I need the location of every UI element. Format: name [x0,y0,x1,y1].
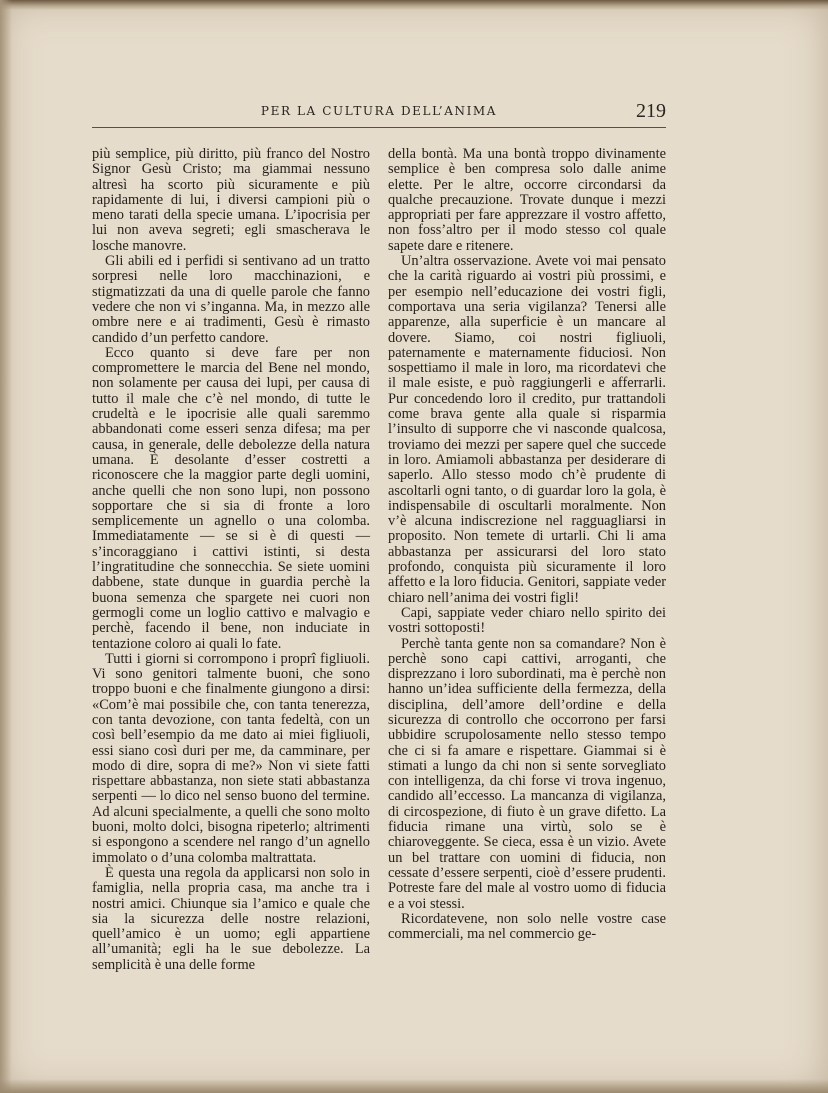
header-rule [92,127,666,128]
paragraph: Perchè tanta gente non sa comandare? Non è perchè sono capi cattivi, arroganti, che disprezzano i loro subordinati, ma è perchè non hanno un’idea sufficiente della fermezza, della disciplina, dell’amore dell’ordine e della sicurezza di controllo che occorrono per farsi ubbidire scrupolosamente nello stesso tempo che ci si fa amare e rispettare. Giammai si è stimati a lungo da chi non si sente sorvegliato con intelligenza, da chi forse vi trova ingenuo, candido all’eccesso. La mancanza di vigilanza, di circospezione, di fiuto è un grave difetto. La fiducia rimane una virtù, solo se è chiaroveggente. Se cieca, essa è un vizio. Avete un bel trattare con uomini di fiducia, non cessate d’essere serpenti, cioè d’essere prudenti. Potreste fare del male al vostro uomo di fiducia e a voi stessi. [388,635,666,912]
paragraph: Gli abili ed i perfidi si sentivano ad un tratto sorpresi nelle loro macchinazioni, e stigmatizzati da una di quelle parole che fanno vedere che non vi s’inganna. Ma, in mezzo alle ombre nere e ai tradimenti, Gesù è rimasto candido d’un perfetto candore. [92,253,370,346]
paragraph: Un’altra osservazione. Avete voi mai pensato che la carità riguardo ai vostri più prossimi, e per esempio nell’educazione dei vostri figli, comportava una seria vigilanza? Tenersi alle apparenze, alla superficie è un mancare al dovere. Siamo, coi nostri figliuoli, paternamente e maternamente fiduciosi. Non sospettiamo il male in loro, ma ricordatevi che il male esiste, e può raggiungerli e afferrarli. Pur concedendo loro il credito, pur trattandoli come brava gente alla quale si risparmia l’insulto di supporre che vi nasconde qualcosa, troviamo dei mezzi per sapere quel che succede in loro. Amiamoli abbastanza per desiderare di saperlo. Allo stesso modo ch’è prudente di ascoltarli ogni tanto, o di guardar loro la gola, è indispensabile di oscultarli moralmente. Non v’è alcuna indiscrezione nel ragguagliarsi in proposito. Non temete di urtarli. Chi li ama abbastanza per assicurarsi del loro stato profondo, conquista più sicuramente il loro affetto e la loro fiducia. Genitori, sappiate veder chiaro nell’anima dei vostri figli! [388,253,666,606]
paragraph: Ricordatevene, non solo nelle vostre case commerciali, ma nel commercio ge- [388,910,666,943]
page-number: 219 [636,100,666,122]
paragraph: più semplice, più diritto, più franco del Nostro Signor Gesù Cristo; ma giammai nessuno altresì ha scorto più sicuramente e più rapidamente di lui, i diversi campioni più o meno tarati della specie umana. L’ipocrisia per lui non aveva segreti; egli smascherava le losche manovre. [92,146,370,254]
paragraph: della bontà. Ma una bontà troppo divinamente semplice è ben compresa solo dalle anime elette. Per le altre, occorre circondarsi da qualche precauzione. Trovate dunque i mezzi appropriati per fare apprezzare il vostro affetto, non foss’altro per il modo stesso col quale sapete dare e ritenere. [388,146,666,254]
paragraph: È questa una regola da applicarsi non solo in famiglia, nella propria casa, ma anche tra i nostri amici. Chiunque sia l’amico e quale che sia la sicurezza delle nostre relazioni, quell’amico è un uomo; egli appartiene all’umanità; egli ha le sue debolezze. La semplicità è una delle forme [92,864,370,973]
left-column [92,146,370,973]
paragraph: Capi, sappiate veder chiaro nello spirito dei vostri sottoposti! [388,604,666,637]
right-column [388,146,666,943]
paragraph: Ecco quanto si deve fare per non compromettere le marcia del Bene nel mondo, non solamente per causa dei lupi, per causa di tutto il male che c’è nel mondo, di tutte le crudeltà e le ipocrisie alle quali saremmo abbandonati come esseri senza difesa; ma per causa, in generale, delle debolezze della natura umana. È desolante d’esser costretti a riconoscere che la maggior parte degli uomini, anche quelli che non sono lupi, non possono sopportare che si sia di fronte a loro semplicemente un agnello o una colomba. Immediatamente — se si è di questi — s’incoraggiano i cattivi istinti, si desta l’ingratitudine che sonnecchia. Se siete uomini dabbene, state dunque in guardia perchè la buona semenza che spargete nei cuori non germogli come un loglio cattivo e malvagio e perchè, facendo il bene, non induciate in tentazione coloro ai quali lo fate. [92,344,370,652]
page-top-edge [0,0,828,10]
running-head: PER LA CULTURA DELL’ANIMA [260,104,498,118]
page-header [92,100,666,126]
paragraph: Tutti i giorni si corrompono i proprî figliuoli. Vi sono genitori talmente buoni, che sono troppo buoni e che finalmente giungono a dirsi: «Com’è mai possibile che, con tanta tenerezza, con tanta devozione, con tanta fedeltà, con un così bell’esempio da me dato ai miei figliuoli, essi siano così duri per me, da camminare, per modo di dire, sopra di me?» Non vi siete fatti rispettare abbastanza, non siete stati abbastanza serpenti — lo dico nel senso buono del termine. Ad alcuni specialmente, a quelli che sono molto buoni, molto dolci, bisogna ripeterlo; altrimenti si espongono a scendere nel rango d’un agnello immolato o d’una colomba maltrattata. [92,650,370,866]
page-left-edge [0,0,12,1093]
page-bottom-edge [0,1079,828,1093]
